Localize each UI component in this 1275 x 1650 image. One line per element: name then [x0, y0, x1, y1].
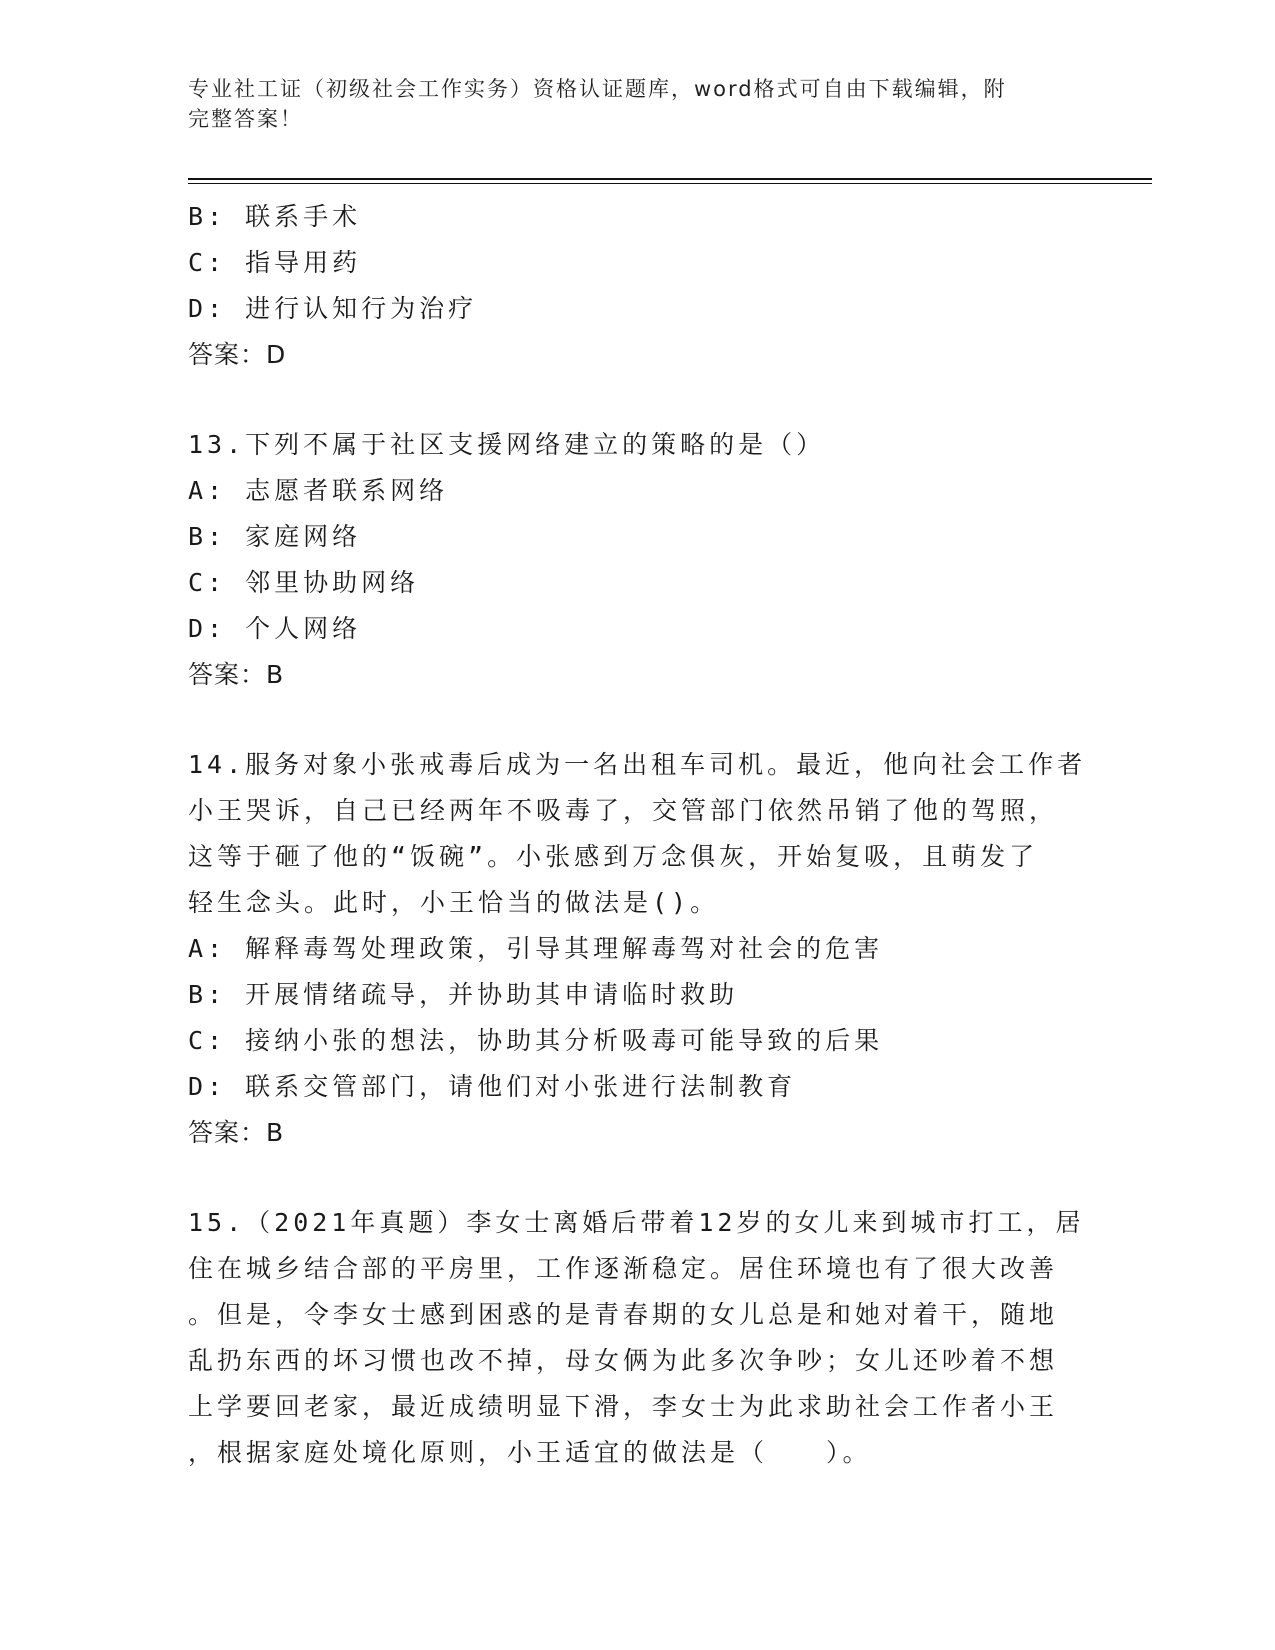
q14-question-line: 小王哭诉，自己已经两年不吸毒了，交管部门依然吊销了他的驾照，: [188, 796, 1059, 825]
q15-question-line: ，根据家庭处境化原则，小王适宜的做法是（ ）。: [188, 1438, 872, 1467]
spacer: [188, 1156, 1088, 1200]
q14-option-a: A: 解释毒驾处理政策，引导其理解毒驾对社会的危害: [188, 934, 884, 963]
q12-option-d: D: 进行认知行为治疗: [188, 294, 478, 323]
q15-question-line: 15.（2021年真题）李女士离婚后带着12岁的女儿来到城市打工，居: [188, 1208, 1085, 1237]
q13-answer: 答案：B: [188, 660, 285, 689]
question-14-block: [188, 742, 1088, 1156]
header-divider-thin: [188, 183, 1152, 184]
q13-option-d: D: 个人网络: [188, 614, 362, 643]
q13-option-c: C: 邻里协助网络: [188, 568, 420, 597]
q15-question-line: 上学要回老家，最近成绩明显下滑，李女士为此求助社会工作者小王: [188, 1392, 1059, 1421]
q15-question-line: 。但是，令李女士感到困惑的是青春期的女儿总是和她对着干，随地: [188, 1300, 1059, 1329]
q15-question-line: 乱扔东西的坏习惯也改不掉，母女俩为此多次争吵；女儿还吵着不想: [188, 1346, 1059, 1375]
q15-question-line: 住在城乡结合部的平房里，工作逐渐稳定。居住环境也有了很大改善: [188, 1254, 1059, 1283]
question-12-block: [188, 194, 1088, 378]
header-line-1: 专业社工证（初级社会工作实务）资格认证题库，word格式可自由下载编辑，附: [188, 77, 1007, 101]
q14-answer: 答案：B: [188, 1118, 285, 1147]
header-line-2: 完整答案！: [188, 107, 303, 131]
q14-question-line: 14.服务对象小张戒毒后成为一名出租车司机。最近，他向社会工作者: [188, 750, 1087, 779]
q13-question: 13.下列不属于社区支援网络建立的策略的是（）: [188, 430, 826, 459]
q14-option-d: D: 联系交管部门，请他们对小张进行法制教育: [188, 1072, 797, 1101]
spacer: [188, 698, 1088, 742]
document-header: [188, 74, 1088, 134]
q14-option-b: B: 开展情绪疏导，并协助其申请临时救助: [188, 980, 739, 1009]
q12-option-b: B: 联系手术: [188, 202, 362, 231]
spacer: [188, 378, 1088, 422]
q12-option-c: C: 指导用药: [188, 248, 362, 277]
header-divider-thick: [188, 178, 1152, 180]
question-13-block: [188, 422, 1088, 698]
q12-answer: 答案：D: [188, 340, 287, 369]
question-content: [188, 194, 1088, 1476]
q14-option-c: C: 接纳小张的想法，协助其分析吸毒可能导致的后果: [188, 1026, 884, 1055]
q13-option-b: B: 家庭网络: [188, 522, 362, 551]
q14-question-line: 这等于砸了他的“饭碗”。小张感到万念俱灰，开始复吸，且萌发了: [188, 842, 1039, 871]
question-15-block: [188, 1200, 1088, 1476]
q14-question-line: 轻生念头。此时，小王恰当的做法是()。: [188, 888, 720, 917]
q13-option-a: A: 志愿者联系网络: [188, 476, 449, 505]
